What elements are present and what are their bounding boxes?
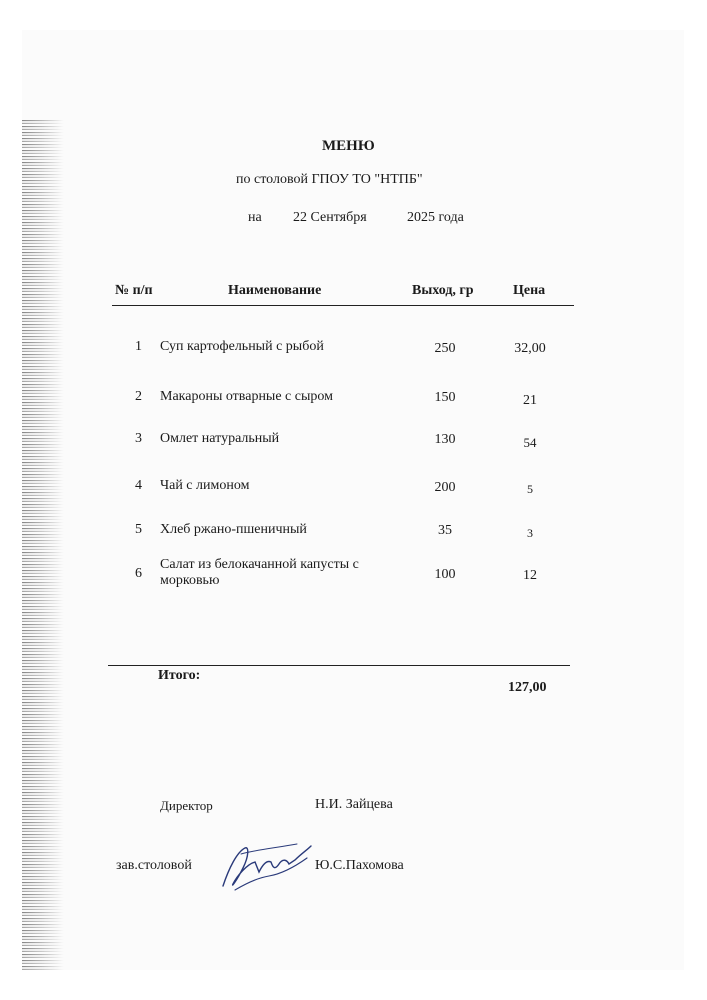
row-dish-name: Салат из белокачанной капусты с морковью <box>160 557 359 588</box>
row-number: 6 <box>135 566 142 581</box>
total-label: Итого: <box>158 668 201 683</box>
row-number: 5 <box>135 522 142 537</box>
row-dish-name: Хлеб ржано-пшеничный <box>160 522 307 537</box>
row-price: 54 <box>523 435 537 450</box>
column-header-price: Цена <box>513 283 546 298</box>
row-price: 21 <box>523 393 537 408</box>
row-dish-name: Омлет натуральный <box>160 431 280 446</box>
row-number: 1 <box>135 339 142 354</box>
row-yield: 250 <box>434 341 456 356</box>
canteen-manager-name: Ю.С.Пахомова <box>315 858 404 873</box>
row-number: 4 <box>135 478 142 493</box>
row-yield: 35 <box>438 523 452 538</box>
canteen-manager-role: зав.столовой <box>116 858 192 873</box>
row-price: 3 <box>527 526 533 540</box>
row-yield: 200 <box>434 480 456 495</box>
row-yield: 100 <box>434 567 456 582</box>
page-title: МЕНЮ <box>322 138 375 154</box>
row-dish-name: Суп картофельный с рыбой <box>160 339 324 354</box>
column-header-number: № п/п <box>115 283 153 298</box>
document-page <box>22 30 684 970</box>
row-number: 2 <box>135 389 142 404</box>
row-yield: 130 <box>434 432 456 447</box>
row-price: 12 <box>523 568 537 583</box>
column-header-yield: Выход, гр <box>412 283 474 298</box>
row-dish-name: Макароны отварные с сыром <box>160 389 333 404</box>
total-divider <box>108 665 570 666</box>
date-prefix: на <box>248 210 262 225</box>
row-yield: 150 <box>434 390 456 405</box>
row-number: 3 <box>135 431 142 446</box>
column-header-name: Наименование <box>228 283 322 298</box>
handwritten-signature <box>215 838 315 894</box>
total-value: 127,00 <box>508 680 547 695</box>
date-year: 2025 года <box>407 210 464 225</box>
row-price: 5 <box>527 482 533 496</box>
page-subtitle: по столовой ГПОУ ТО "НТПБ" <box>236 172 423 187</box>
header-divider <box>112 305 574 306</box>
row-dish-name: Чай с лимоном <box>160 478 250 493</box>
row-price: 32,00 <box>514 341 546 356</box>
scan-edge-artifact <box>22 120 64 970</box>
director-role: Директор <box>160 798 213 813</box>
date-day: 22 Сентября <box>293 210 367 225</box>
director-name: Н.И. Зайцева <box>315 797 393 812</box>
